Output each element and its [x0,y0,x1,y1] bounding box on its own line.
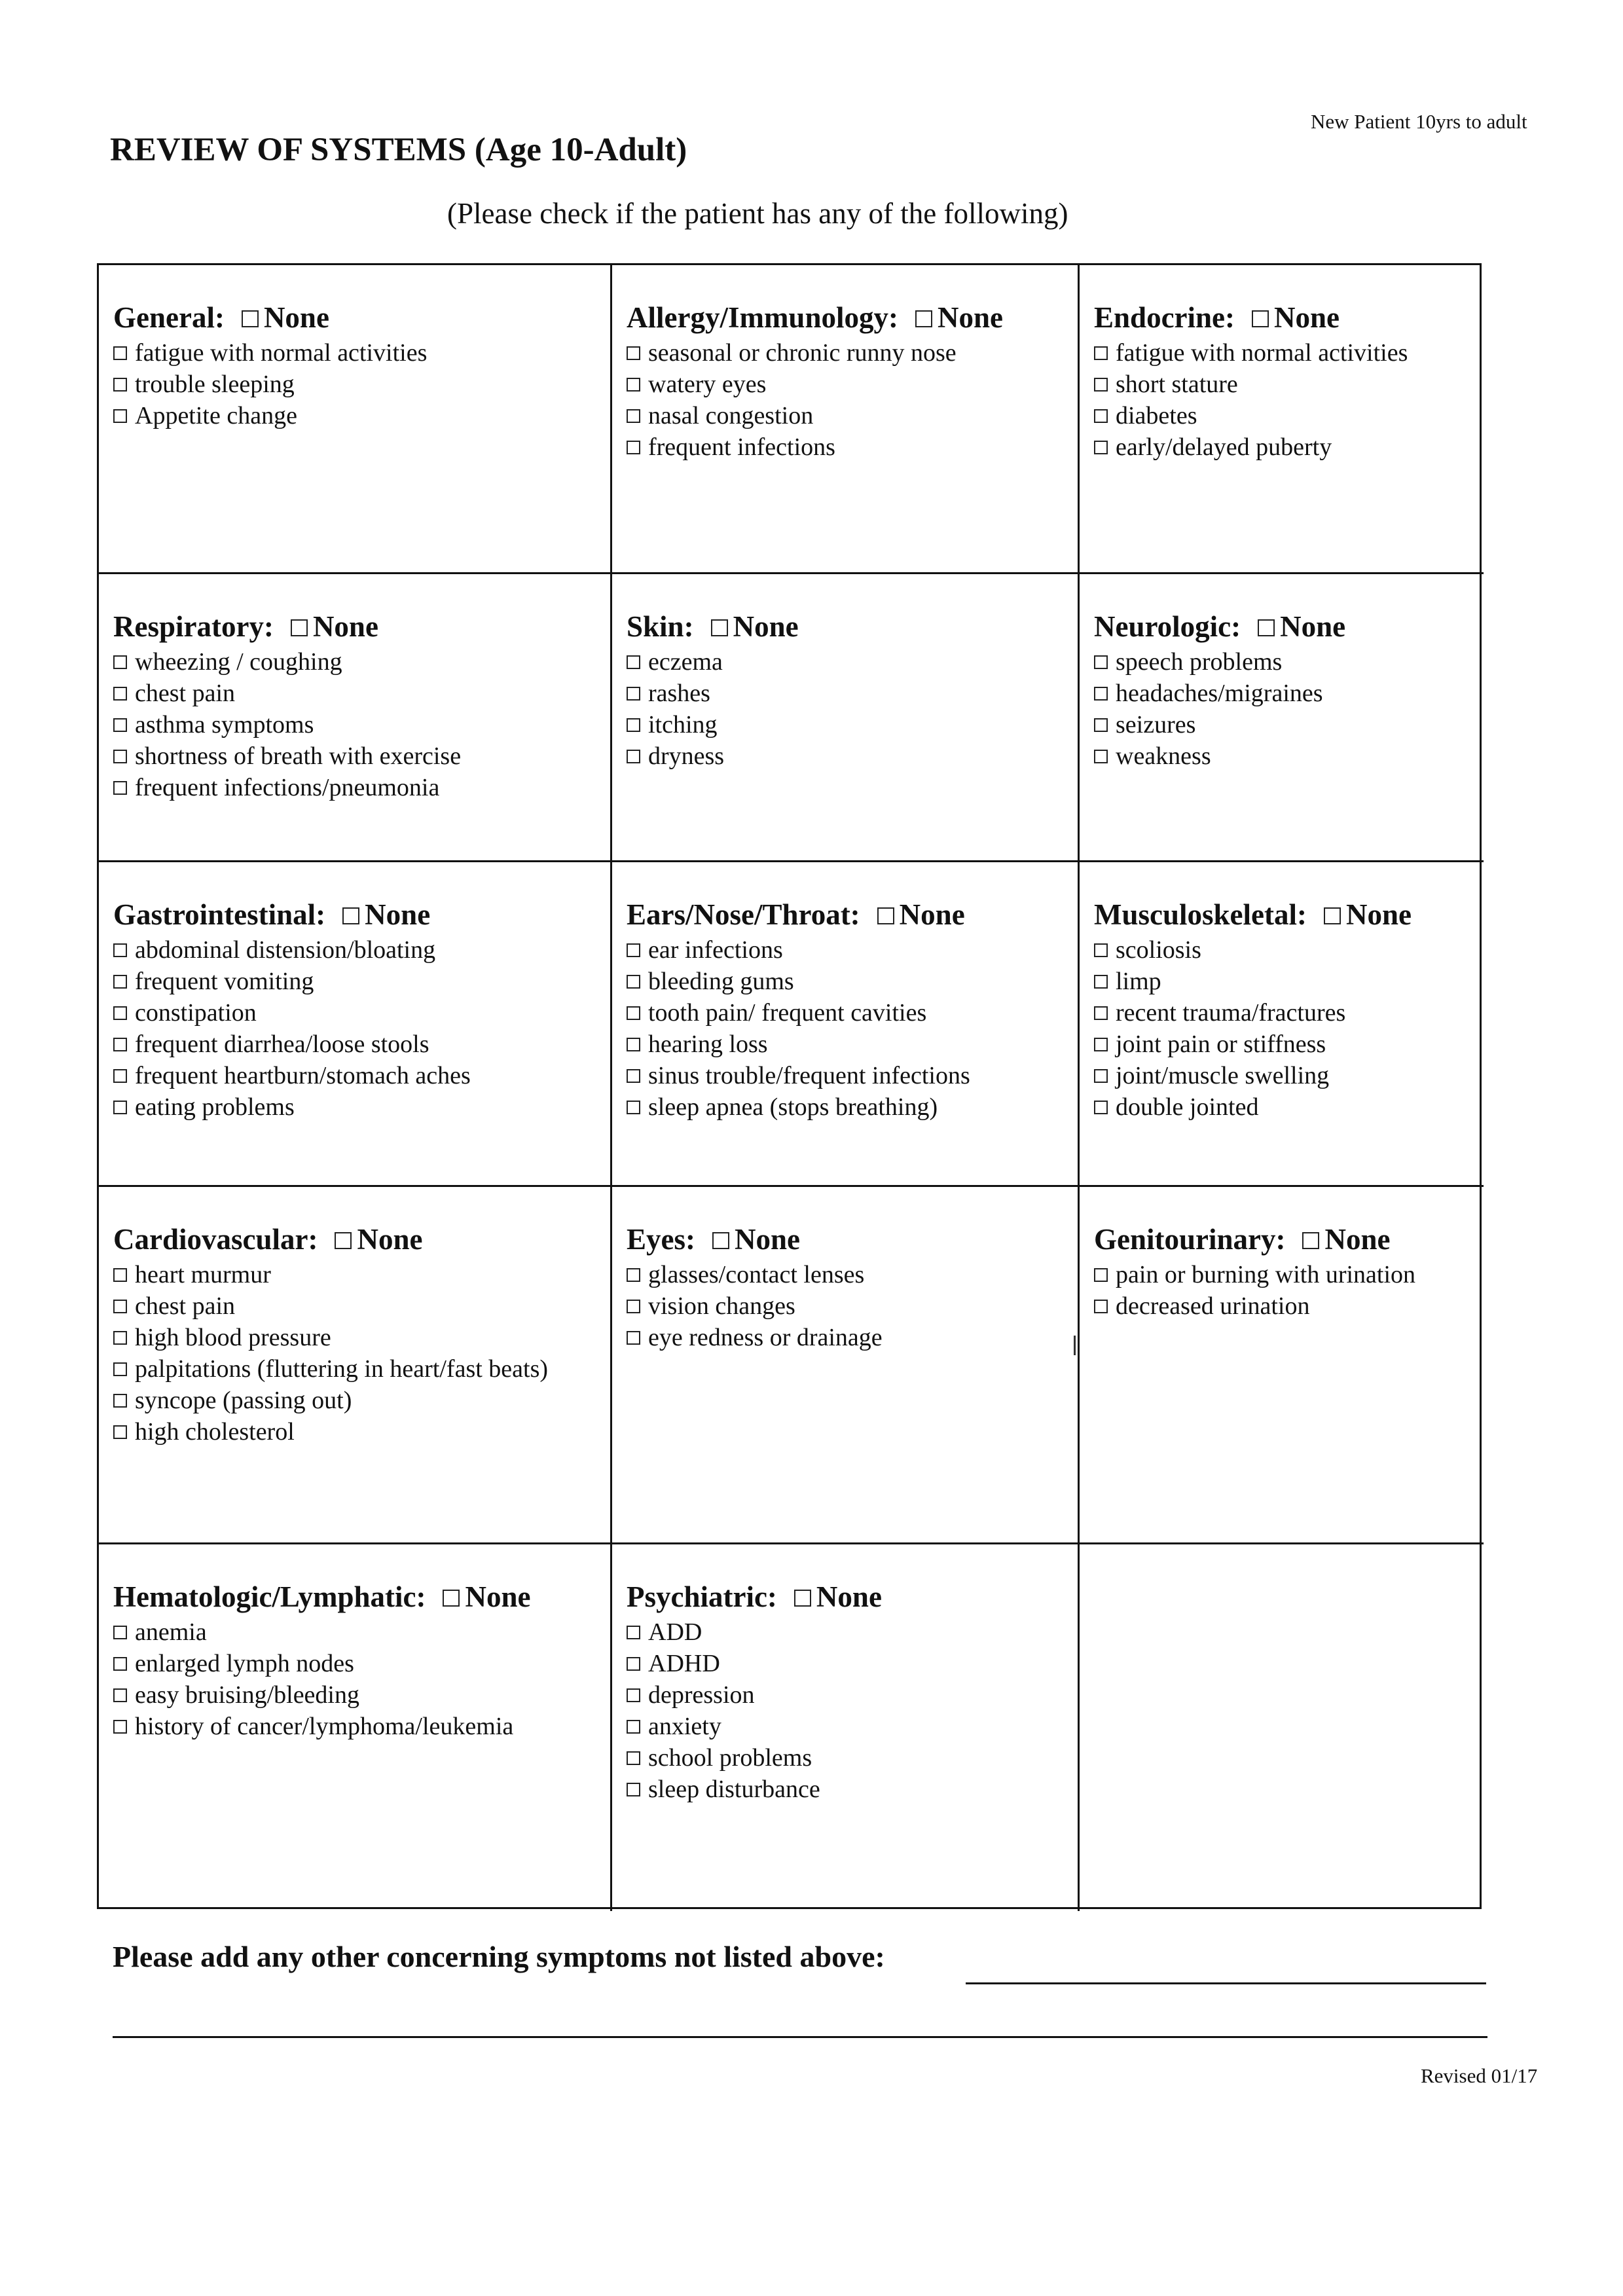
checklist-item [627,337,1065,369]
item-label: abdominal distension/bloating [135,936,436,964]
section-skin [612,574,1080,862]
section-ears-nose-throat [612,862,1080,1187]
systems-grid [97,263,1482,1909]
revision-note: Revised 01/17 [1421,2064,1538,2087]
checklist-item [1094,1091,1470,1123]
checklist-item [113,337,597,369]
checklist-item [113,646,597,678]
none-checkbox[interactable] [794,1590,811,1607]
none-label: None [1280,610,1346,643]
item-label: frequent vomiting [135,968,314,995]
checklist-item [627,1774,1065,1805]
checklist-item [1094,400,1470,431]
item-label: recent trauma/fractures [1116,999,1346,1027]
item-checkbox[interactable] [627,1783,640,1796]
section-title: Hematologic/Lymphatic: [113,1580,426,1613]
item-checkbox[interactable] [113,1657,127,1671]
checklist-item [627,400,1065,431]
item-label: sleep apnea (stops breathing) [648,1093,938,1121]
item-label: chest pain [135,680,236,707]
item-label: early/delayed puberty [1116,433,1332,461]
checklist-item [113,1259,597,1290]
item-label: asthma symptoms [135,711,314,738]
item-label: eczema [648,648,723,676]
checklist-item [113,1648,597,1679]
item-checkbox[interactable] [1094,943,1108,957]
item-checkbox[interactable] [1094,1300,1108,1313]
item-checkbox[interactable] [627,943,640,957]
item-checkbox[interactable] [627,1038,640,1051]
item-checkbox[interactable] [113,1268,127,1282]
item-label: fatigue with normal activities [135,339,428,367]
checklist-item [627,1029,1065,1060]
checklist-item [1094,678,1470,709]
section-neurologic [1080,574,1484,862]
item-label: frequent infections [648,433,835,461]
item-label: easy bruising/bleeding [135,1681,359,1709]
item-checkbox[interactable] [627,1751,640,1765]
none-checkbox[interactable] [877,907,894,924]
item-label: sinus trouble/frequent infections [648,1062,970,1089]
checklist-item [113,1029,597,1060]
item-checkbox[interactable] [1094,1038,1108,1051]
item-label: headaches/migraines [1116,680,1323,707]
none-label: None [357,1223,423,1256]
item-label: double jointed [1116,1093,1259,1121]
section-title: Respiratory: [113,610,274,643]
none-label: None [312,610,378,643]
section-title: Endocrine: [1094,301,1235,334]
checklist-item [113,966,597,997]
item-label: eye redness or drainage [648,1324,883,1351]
checklist-item [1094,934,1470,966]
item-checkbox[interactable] [627,1331,640,1345]
item-label: hearing loss [648,1030,768,1058]
item-label: speech problems [1116,648,1283,676]
item-label: vision changes [648,1292,795,1320]
item-checkbox[interactable] [627,1300,640,1313]
none-label: None [733,610,799,643]
none-checkbox[interactable] [711,619,728,636]
empty-cell [1080,1544,1484,1911]
none-label: None [735,1223,800,1256]
section-psychiatric [612,1544,1080,1911]
none-checkbox[interactable] [1258,619,1275,636]
item-checkbox[interactable] [113,1069,127,1083]
checklist-item [1094,369,1470,400]
section-title: General: [113,301,225,334]
checklist-item [113,997,597,1029]
item-checkbox[interactable] [1094,1268,1108,1282]
item-label: limp [1116,968,1161,995]
section-title: Psychiatric: [627,1580,777,1613]
header-note: New Patient 10yrs to adult [1311,110,1527,133]
checklist-item [113,400,597,431]
checklist-item [627,1322,1065,1353]
checklist-item [113,772,597,803]
section-title: Skin: [627,610,694,643]
checklist-item [113,1060,597,1091]
item-checkbox[interactable] [113,409,127,423]
section-title: Ears/Nose/Throat: [627,898,860,931]
item-checkbox[interactable] [113,346,127,360]
none-checkbox[interactable] [291,619,308,636]
item-label: watery eyes [648,371,767,398]
item-checkbox[interactable] [113,750,127,763]
none-checkbox[interactable] [443,1590,460,1607]
section-genitourinary [1080,1187,1484,1544]
item-label: dryness [648,742,725,770]
item-checkbox[interactable] [113,1006,127,1020]
checklist-item [627,1648,1065,1679]
none-checkbox[interactable] [1302,1232,1319,1249]
checklist-item [1094,709,1470,740]
item-label: frequent infections/pneumonia [135,774,440,801]
section-title: Cardiovascular: [113,1223,318,1256]
section-eyes [612,1187,1080,1544]
item-checkbox[interactable] [627,1069,640,1083]
none-checkbox[interactable] [335,1232,352,1249]
item-label: ear infections [648,936,783,964]
item-checkbox[interactable] [1094,346,1108,360]
item-checkbox[interactable] [113,1038,127,1051]
section-general [99,265,612,574]
section-title: Genitourinary: [1094,1223,1286,1256]
item-checkbox[interactable] [627,1101,640,1114]
none-checkbox[interactable] [1252,310,1269,327]
item-label: history of cancer/lymphoma/leukemia [135,1713,514,1740]
checklist-item [1094,966,1470,997]
checklist-item [627,678,1065,709]
checklist-item [113,1416,597,1448]
item-label: syncope (passing out) [135,1387,352,1414]
section-title: Gastrointestinal: [113,898,326,931]
none-label: None [899,898,965,931]
none-label: None [1324,1223,1391,1256]
item-checkbox[interactable] [113,943,127,957]
section-gastrointestinal [99,862,612,1187]
checklist-item [627,740,1065,772]
item-checkbox[interactable] [1094,409,1108,423]
item-checkbox[interactable] [113,781,127,795]
checklist-item [113,740,597,772]
item-checkbox[interactable] [1094,1101,1108,1114]
checklist-item [1094,1259,1470,1290]
checklist-item [113,1385,597,1416]
item-checkbox[interactable] [113,1425,127,1439]
item-label: frequent diarrhea/loose stools [135,1030,429,1058]
section-cardiovascular [99,1187,612,1544]
item-checkbox[interactable] [113,1626,127,1639]
checklist-item [1094,1290,1470,1322]
item-label: glasses/contact lenses [648,1261,865,1288]
checklist-item [1094,1060,1470,1091]
checklist-item [1094,646,1470,678]
other-symptoms-prompt: Please add any other concerning symptoms not listed above: [113,1940,885,1973]
item-label: Appetite change [135,402,297,429]
checklist-item [113,1091,597,1123]
item-checkbox[interactable] [627,346,640,360]
section-title: Allergy/Immunology: [627,301,898,334]
none-checkbox[interactable] [712,1232,729,1249]
item-label: ADD [648,1618,702,1646]
item-label: scoliosis [1116,936,1201,964]
none-label: None [465,1580,531,1613]
section-title: Musculoskeletal: [1094,898,1307,931]
item-checkbox[interactable] [627,1657,640,1671]
item-label: chest pain [135,1292,236,1320]
item-checkbox[interactable] [113,655,127,669]
item-checkbox[interactable] [627,975,640,989]
none-label: None [1345,898,1412,931]
checklist-item [627,1679,1065,1711]
section-respiratory [99,574,612,862]
item-label: anxiety [648,1713,721,1740]
checklist-item [113,678,597,709]
item-label: seasonal or chronic runny nose [648,339,957,367]
checklist-item [627,646,1065,678]
checklist-item [627,1060,1065,1091]
item-checkbox[interactable] [113,378,127,392]
form-subtitle: (Please check if the patient has any of the following) [447,197,1068,230]
none-checkbox[interactable] [1324,907,1341,924]
section-header [113,1221,597,1258]
checklist-item [113,1322,597,1353]
item-checkbox[interactable] [627,409,640,423]
item-checkbox[interactable] [1094,1006,1108,1020]
checklist-item [627,369,1065,400]
item-label: anemia [135,1618,207,1646]
item-label: high cholesterol [135,1418,295,1446]
item-checkbox[interactable] [1094,441,1108,454]
item-checkbox[interactable] [1094,655,1108,669]
checklist-item [1094,740,1470,772]
item-checkbox[interactable] [627,655,640,669]
section-header [1094,608,1470,645]
section-title: Neurologic: [1094,610,1241,643]
item-checkbox[interactable] [627,750,640,763]
item-label: shortness of breath with exercise [135,742,462,770]
none-label: None [937,301,1003,334]
item-checkbox[interactable] [1094,378,1108,392]
checklist-item [627,934,1065,966]
section-allergy-immunology [612,265,1080,574]
item-checkbox[interactable] [113,1362,127,1376]
item-label: seizures [1116,711,1196,738]
checklist-item [627,1259,1065,1290]
checklist-item [627,1616,1065,1648]
item-checkbox[interactable] [113,1394,127,1408]
item-checkbox[interactable] [627,378,640,392]
none-label: None [365,898,431,931]
item-checkbox[interactable] [1094,718,1108,732]
item-label: depression [648,1681,755,1709]
item-label: short stature [1116,371,1238,398]
checklist-item [113,709,597,740]
item-checkbox[interactable] [113,1720,127,1734]
checklist-item [113,1616,597,1648]
section-header [113,608,597,645]
checklist-item [627,997,1065,1029]
none-label: None [816,1580,882,1613]
item-label: heart murmur [135,1261,271,1288]
item-label: frequent heartburn/stomach aches [135,1062,471,1089]
section-header [113,896,597,933]
item-checkbox[interactable] [113,718,127,732]
item-label: enlarged lymph nodes [135,1650,354,1677]
section-header [627,1221,1065,1258]
item-checkbox[interactable] [627,1720,640,1734]
none-label: None [263,301,329,334]
checklist-item [627,1711,1065,1742]
item-checkbox[interactable] [627,1268,640,1282]
section-header [113,299,597,336]
checklist-item [113,369,597,400]
item-checkbox[interactable] [627,1006,640,1020]
item-checkbox[interactable] [627,1688,640,1702]
form-title: REVIEW OF SYSTEMS (Age 10-Adult) [110,132,687,168]
item-label: bleeding gums [648,968,794,995]
item-checkbox[interactable] [113,1331,127,1345]
item-checkbox[interactable] [627,718,640,732]
checklist-item [113,1679,597,1711]
item-checkbox[interactable] [113,975,127,989]
section-header [1094,1221,1470,1258]
section-title: Eyes: [627,1223,695,1256]
item-checkbox[interactable] [627,687,640,701]
section-header [113,1578,597,1615]
item-checkbox[interactable] [113,1300,127,1313]
item-checkbox[interactable] [1094,975,1108,989]
checklist-item [627,431,1065,463]
item-label: joint pain or stiffness [1116,1030,1326,1058]
checklist-item [1094,431,1470,463]
none-checkbox[interactable] [242,310,259,327]
checklist-item [1094,997,1470,1029]
checklist-item [113,934,597,966]
item-checkbox[interactable] [627,441,640,454]
checklist-item [627,709,1065,740]
section-header [627,896,1065,933]
section-endocrine [1080,265,1484,574]
checklist-item [1094,337,1470,369]
item-label: eating problems [135,1093,295,1121]
item-checkbox[interactable] [1094,750,1108,763]
scan-mark [1074,1336,1076,1355]
item-label: palpitations (fluttering in heart/fast beats) [135,1355,549,1383]
item-label: constipation [135,999,257,1027]
none-label: None [1274,301,1340,334]
item-label: school problems [648,1744,812,1772]
checklist-item [113,1290,597,1322]
section-hematologic-lymphatic [99,1544,612,1911]
section-header [627,1578,1065,1615]
item-label: tooth pain/ frequent cavities [648,999,927,1027]
section-musculoskeletal [1080,862,1484,1187]
item-checkbox[interactable] [113,1688,127,1702]
item-label: diabetes [1116,402,1197,429]
checklist-item [627,1290,1065,1322]
item-checkbox[interactable] [627,1626,640,1639]
item-label: weakness [1116,742,1211,770]
item-label: high blood pressure [135,1324,331,1351]
item-label: sleep disturbance [648,1776,820,1803]
checklist-item [113,1711,597,1742]
checklist-item [627,966,1065,997]
item-label: wheezing / coughing [135,648,342,676]
item-label: decreased urination [1116,1292,1310,1320]
item-label: rashes [648,680,710,707]
item-checkbox[interactable] [113,1101,127,1114]
none-checkbox[interactable] [915,310,932,327]
item-checkbox[interactable] [1094,687,1108,701]
other-symptoms-input-line-2[interactable] [113,2036,1487,2038]
item-label: trouble sleeping [135,371,295,398]
item-checkbox[interactable] [1094,1069,1108,1083]
item-label: joint/muscle swelling [1116,1062,1330,1089]
item-label: fatigue with normal activities [1116,339,1408,367]
none-checkbox[interactable] [342,907,359,924]
item-label: nasal congestion [648,402,814,429]
checklist-item [113,1353,597,1385]
section-header [1094,896,1470,933]
item-checkbox[interactable] [113,687,127,701]
item-label: itching [648,711,718,738]
item-label: pain or burning with urination [1116,1261,1416,1288]
other-symptoms-input-line[interactable] [966,1982,1486,1984]
section-header [627,299,1065,336]
section-header [627,608,1065,645]
checklist-item [627,1742,1065,1774]
section-header [1094,299,1470,336]
item-label: ADHD [648,1650,720,1677]
checklist-item [627,1091,1065,1123]
checklist-item [1094,1029,1470,1060]
